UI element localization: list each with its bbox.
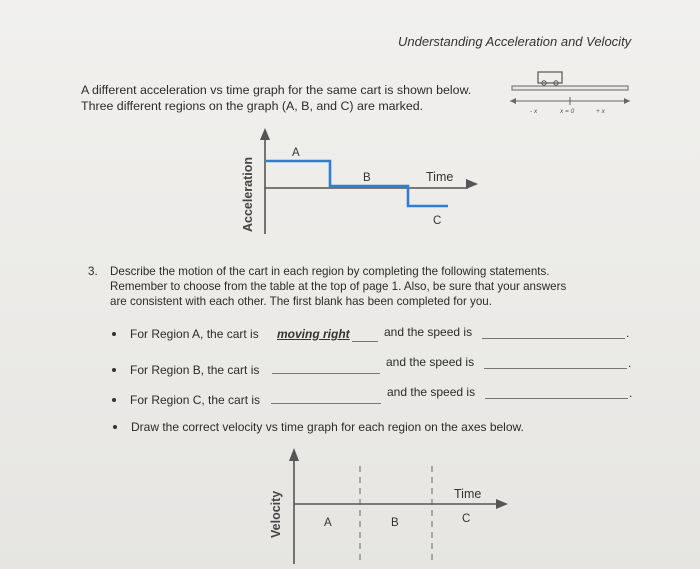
bullet-dot bbox=[112, 332, 116, 336]
cart-icon bbox=[538, 72, 562, 83]
position-axis-arrow-left bbox=[510, 98, 516, 104]
region-c-speed-text: and the speed is bbox=[387, 385, 476, 399]
velocity-time-label: Time bbox=[454, 487, 482, 501]
intro-text bbox=[81, 82, 471, 114]
position-axis-arrow-right bbox=[624, 98, 630, 104]
acceleration-time-graph bbox=[230, 122, 490, 242]
velocity-time-graph[interactable] bbox=[258, 442, 520, 567]
region-a-label: A bbox=[292, 147, 300, 159]
region-c-label: C bbox=[433, 215, 442, 227]
intro-line-1: A different acceleration vs time graph for the same cart is shown below. bbox=[81, 83, 472, 97]
region-a-speed-text: and the speed is bbox=[384, 325, 473, 339]
bullet-dot bbox=[113, 425, 117, 429]
question-3-text bbox=[110, 264, 650, 309]
track-rail bbox=[512, 86, 628, 90]
region-b-speed-text: and the speed is bbox=[386, 355, 475, 369]
velocity-region-a-label: A bbox=[324, 517, 332, 529]
question-line-2: Remember to choose from the table at the top of page 1. Also, be sure that your answers bbox=[110, 280, 567, 293]
region-b-speed-blank[interactable] bbox=[484, 368, 627, 369]
time-axis-label: Time bbox=[426, 170, 454, 184]
cart-track-diagram bbox=[508, 68, 634, 118]
page-header-title: Understanding Acceleration and Velocity bbox=[398, 34, 632, 49]
region-b-direction-blank[interactable] bbox=[272, 373, 380, 374]
zero-x-label: x = 0 bbox=[560, 108, 575, 115]
bullet-region-b-prefix: For Region B, the cart is bbox=[130, 363, 260, 377]
velocity-region-b-label: B bbox=[391, 517, 399, 529]
acceleration-curve bbox=[266, 161, 448, 206]
bullet-draw-velocity-text: Draw the correct velocity vs time graph for each region on the axes below. bbox=[131, 420, 524, 434]
acceleration-axis-label: Acceleration bbox=[241, 156, 255, 232]
acceleration-y-axis-arrow bbox=[260, 128, 270, 140]
velocity-axis-label: Velocity bbox=[269, 490, 283, 538]
region-a-period: . bbox=[626, 326, 630, 340]
region-a-speed-blank[interactable] bbox=[482, 338, 625, 339]
region-c-speed-blank[interactable] bbox=[485, 398, 628, 399]
bullet-dot bbox=[112, 368, 116, 372]
bullet-region-c-prefix: For Region C, the cart is bbox=[130, 393, 261, 407]
plus-x-label: + x bbox=[596, 108, 605, 115]
region-c-direction-blank[interactable] bbox=[271, 403, 381, 404]
bullet-region-a-prefix: For Region A, the cart is bbox=[130, 327, 259, 341]
region-b-label: B bbox=[363, 172, 371, 184]
region-c-period: . bbox=[629, 386, 633, 400]
question-number: 3. bbox=[88, 265, 98, 278]
acceleration-time-axis-arrow bbox=[466, 179, 478, 189]
bullet-dot bbox=[112, 398, 116, 402]
region-a-direction-blank-tail bbox=[352, 341, 378, 342]
velocity-region-c-label: C bbox=[462, 513, 471, 525]
region-b-period: . bbox=[628, 356, 632, 370]
question-line-3: are consistent with each other. The first blank has been completed for you. bbox=[110, 295, 492, 308]
velocity-y-axis-arrow bbox=[289, 448, 299, 461]
minus-x-label: - x bbox=[530, 108, 538, 115]
intro-line-2: Three different regions on the graph (A, B, and C) are marked. bbox=[81, 99, 424, 113]
question-line-1: Describe the motion of the cart in each region by completing the following statements. bbox=[110, 265, 550, 278]
region-a-direction-answer: moving right bbox=[277, 327, 350, 341]
velocity-time-axis-arrow bbox=[496, 499, 508, 509]
